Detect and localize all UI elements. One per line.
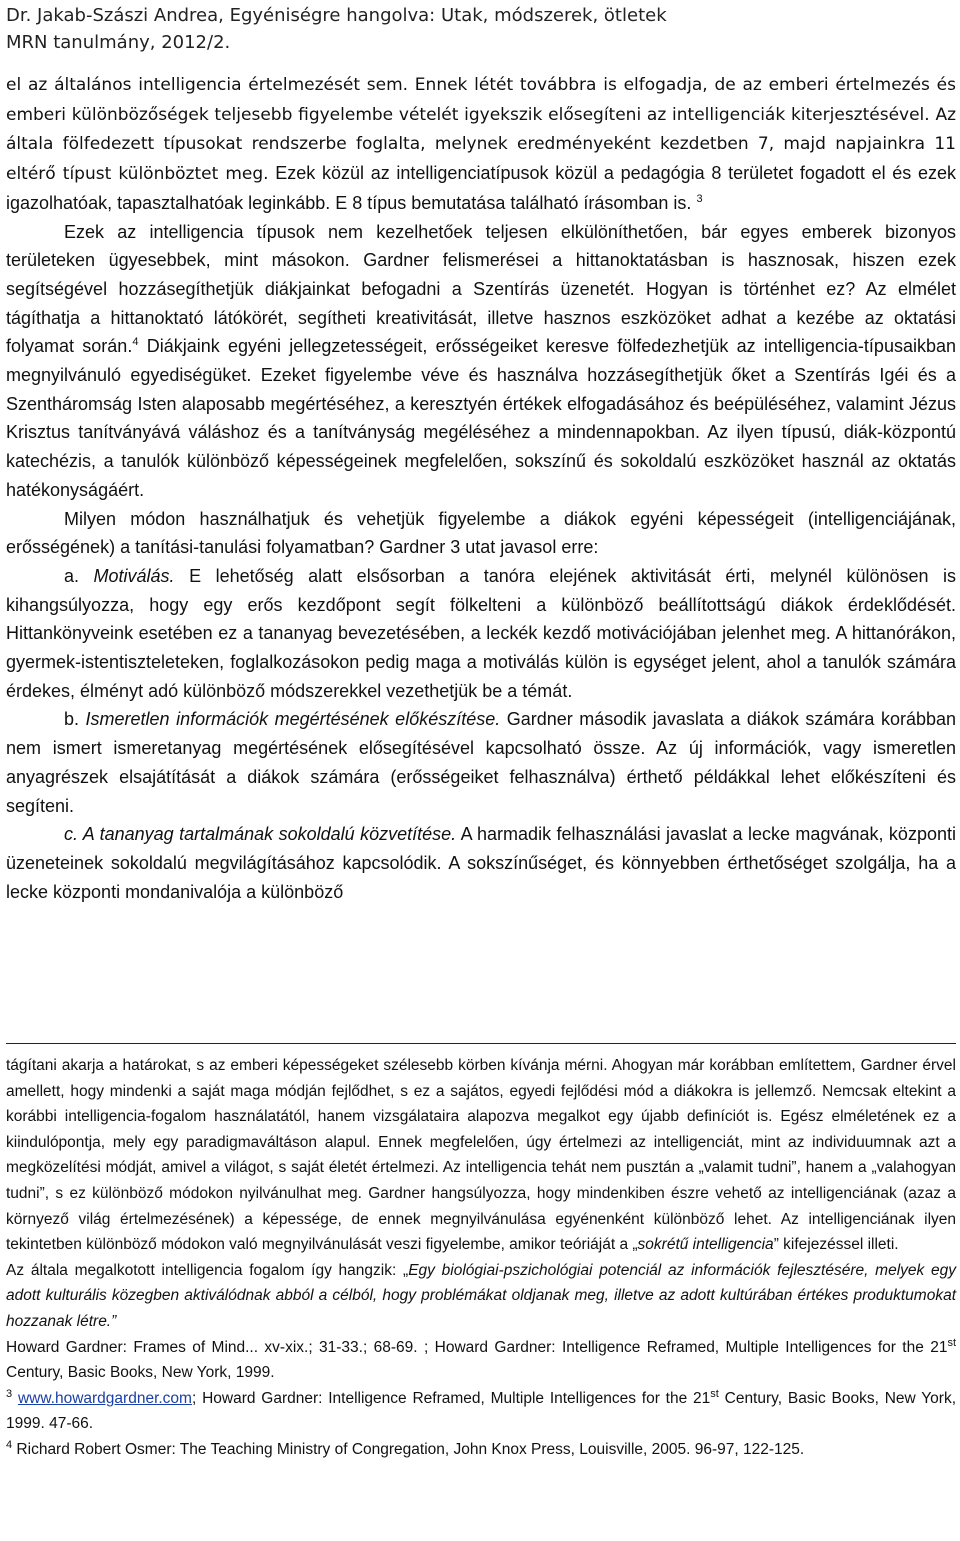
footnote-3-number: 3 [6,1387,13,1400]
footnote-3-text: ; Howard Gardner: Intelligence Reframed, Multiple Intelligences for the 21 [191,1389,711,1407]
list-item-c [6,820,956,906]
list-item-a-text: E lehetőség alatt elsősorban a tanóra elejének aktivitását érti, melynél különösen is kihangsúlyozza, hogy egy erős kezdőpont segít fölkelteni a különböző beállítottságú diákok érdeklődését. Hittankönyveink esetében ez a tananyag bevezetésében, a leckék kezdő motivációjában jelenhet meg. A hittanórákon, gyermek-istentiszteleteken, foglalkozásokon pedig maga a motiválás külön is egységet jelent, ahol a tanulók számára érdekes, élményt adó különböző módszerekkel vezethetjük be a témát. [6,565,957,701]
list-item-a-title: Motiválás. [93,565,175,586]
footnote-reference-gardner [6,1335,956,1386]
footnote-4 [6,1437,956,1463]
footnote-continuation-text: tágítani akarja a határokat, s az emberi képességeket szélesebb körben kívánja mérni. Ahogyan már korábban említettem, Gardner érvel amellett, hogy mindenki a saját maga módján fejlődhet, s ez a sajátos, egyedi fejlődési mód a diákokra is jellemző. Nemcsak eltekint a korábbi intelligencia-fogalom használatától, hanem vizsgálataira alapozva megalkot egy újabb definíciót is. Egész elméletének ez a kiindulópontja, mely egy paradigmaváltáson alapul. Ennek megfelelően, úgy értelmezi az intelligenciát, mint az individuumnak azt a megközelítési módját, amivel a világot, s saját életét értelmezi. Az intelligencia tehát nem pusztán a „valamit tudni”, hanem a „valahogyan tudni”, s ez különböző módokon nyilvánulhat meg. Gardner hangsúlyozza, hogy mindenkiben észre vehető az intelligenciának (azaz a környező világ értelmezésének) a képessége, de ennek megnyilvánulása egyénenként különböző lehet. Az intelligenciának ilyen tekintetben különböző módokon való megnyilvánulását veszi figyelembe, amikor teóriáját a „ [6,1057,956,1254]
footnote-definition-lead: Az általa megalkotott intelligencia fogalom így hangzik: „ [6,1261,409,1279]
list-item-c-title: A tananyag tartalmának sokoldalú közvetítése. [82,824,457,845]
paragraph-1-lead: el az általános intelligencia értelmezését sem. Ennek létét továbbra is elfogadja, de az emberi értelmezés és emberi különbözőségek teljesebb figyelembe vételét igyekszik elősegíteni az intelligenciák kiterjesztésével. Az általa fölfedezett típusokat rendszerbe foglalta, melynek eredményeként kezdetben 7, majd napjainkra 11 eltérő típust különböztet meg. [6,75,956,185]
footnote-reference-superscript: st [947,1336,956,1349]
footnotes [6,1053,956,1463]
list-item-a [6,562,956,706]
paragraph-2-part-b: Diákjaink egyéni jellegzetességeit, erősségeiket keresve fölfedezhetjük az intelligencia-típusaikban megnyilvánuló egyediségüket. Ezeket figyelembe véve és használva hozzásegíthetjük őket a Szentírás Igéi és a Szentháromság Isten alaposabb megértéséhez, a keresztyén értékek elfogadásához és beépüléséhez, valamint Jézus Krisztus tanítványává váláshoz és a tanítványság megéléséhez a mindennapokban. Az ilyen típusú, diák-központú katechézis, a tanulók különböző képességeinek megfelelően, sokszínű és sokoldalú eszközöket használ az oktatás hatékonyságáért. [6,336,956,500]
paragraph-1-rest: Ezek közül az intelligenciatípusok közül a pedagógia 8 területet fogadott el és ezek igazolhatóak, tapasztalhatóak leginkább. E 8 típus bemutatása található írásomban is. [6,163,956,213]
footnote-3-superscript: st [710,1387,719,1400]
footnote-3 [6,1386,956,1437]
page-header [6,2,956,56]
footnote-reference-text: Howard Gardner: Frames of Mind... xv-xix.; 31-33.; 68-69. ; Howard Gardner: Intelligence Reframed, Multiple Intelligences for the 21 [6,1338,948,1356]
list-item-c-label: c. [64,824,83,845]
footnote-4-text: Richard Robert Osmer: The Teaching Ministry of Congregation, John Knox Press, Louisville, 2005. 96-97, 122-125. [12,1440,805,1458]
footnote-continuation [6,1053,956,1258]
paragraph-3: Milyen módon használhatjuk és vehetjük figyelembe a diákok egyéni képességeit (intelligenciájának, erősségének) a tanítási-tanulási folyamatban? Gardner 3 utat javasol erre: [6,508,956,558]
list-item-b-label: b. [64,709,86,730]
footnote-separator [6,1043,956,1044]
footnote-definition-quote: Egy biológiai-pszichológiai potenciál az információk fejlesztésére, melyek egy adott kulturális közegben aktiválódnak abból a célból, hogy problémákat oldjanak meg, illetve az adott kultúrában értékes produktumokat hozzanak létre.” [6,1261,956,1330]
footnote-reference-end: Century, Basic Books, New York, 1999. [6,1364,275,1382]
paragraph-1 [6,70,956,218]
main-text [6,70,956,906]
howardgardner-link[interactable]: www.howardgardner.com [17,1389,192,1407]
paragraph-2-part-a: Ezek az intelligencia típusok nem kezelhetőek teljesen elkülöníthetően, bár egyes emberek bizonyos területeken ügyesebbek, mint másokon. Gardner felismerései a hittanoktatásban is hasznosak, hiszen ezek segítségével hozzásegíthetjük diákjainkat befogadni a Szentírás üzenetét. Hogyan is történhet ez? Az elmélet tágíthatja a hittanoktató látókörét, segítheti kreativitását, illetve hasznos eszközöket adhat a kezébe az oktatási folyamat során. [6,221,956,357]
footnote-continuation-term: sokrétű intelligencia [637,1236,774,1254]
paragraph-2 [6,218,956,505]
footnote-continuation-end: ” kifejezéssel illeti. [773,1236,899,1254]
footnote-4-number: 4 [6,1438,13,1451]
header-author-title: Dr. Jakab-Szászi Andrea, Egyéniségre hangolva: Utak, módszerek, ötletek [6,5,667,26]
list-item-b [6,705,956,820]
list-item-b-text: Gardner második javaslata a diákok számára korábban nem ismert ismeretanyag megértésének elősegítésével kapcsolható össze. Az új információk, vagy ismeretlen anyagrészek elsajátítását a diákok számára (erősségeiket felhasználva) érthető példákkal lehet előkészíteni és segíteni. [6,709,957,816]
footnote-ref-4: 4 [132,336,139,349]
list-item-a-label: a. [64,565,94,586]
list-item-c-text: A harmadik felhasználási javaslat a lecke magvának, központi üzeneteinek sokoldalú megvilágításához kapcsolódik. A sokszínűséget, és könnyebben érthetőséget szolgálja, ha a lecke központi mondanivalója a különböző [6,824,956,902]
footnote-3-end: Century, Basic Books, New York, 1999. 47-66. [6,1389,957,1433]
list-item-b-title: Ismeretlen információk megértésének előkészítése. [85,709,501,730]
footnote-definition [6,1258,956,1335]
header-publication: MRN tanulmány, 2012/2. [6,32,231,53]
footnote-ref-3: 3 [696,192,703,205]
